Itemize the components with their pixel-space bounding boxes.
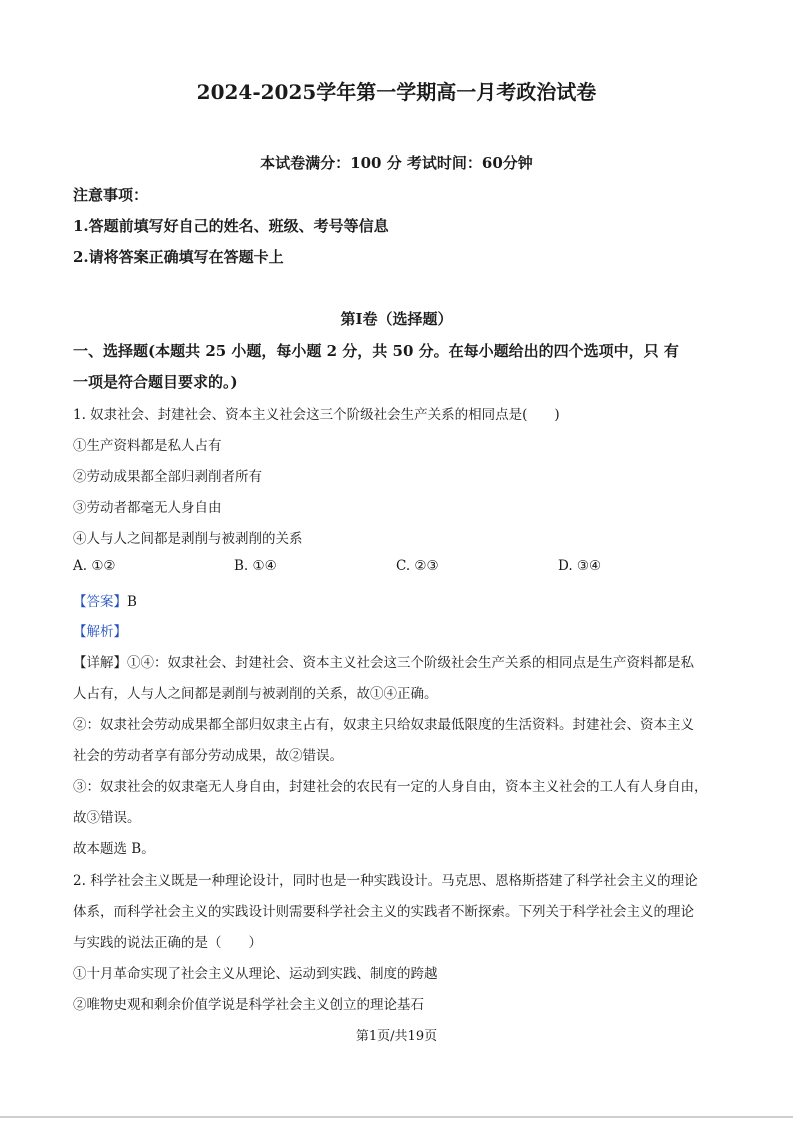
page-number: 第1页/共19页 — [355, 1029, 438, 1044]
q2-stem-line: 2. 科学社会主义既是一种理论设计，同时也是一种实践设计。马克思、恩格斯搭建了科学社会主义的理论 — [73, 873, 698, 889]
volume-title: 第Ⅰ卷（选择题） — [340, 310, 453, 328]
q1-statement: ②劳动成果都全部归剥削者所有 — [73, 469, 262, 485]
q1-detail-line: 社会的劳动者享有部分劳动成果，故②错误。 — [73, 748, 343, 764]
q2-statement: ①十月革命实现了社会主义从理论、运动到实践、制度的跨越 — [73, 966, 438, 982]
section-instruction: 一、选择题(本题共 25 小题，每小题 2 分，共 50 分。在每小题给出的四个选项中，只 有 — [73, 342, 679, 360]
analysis-tag: 【解析】 — [73, 624, 127, 640]
exam-title: 2024-2025学年第一学期高一月考政治试卷 — [196, 80, 597, 104]
q2-stem-line: 体系，而科学社会主义的实践设计则需要科学社会主义的实践者不断探索。下列关于科学社会主义的理论 — [73, 904, 694, 920]
q2-statement: ②唯物史观和剩余价值学说是科学社会主义创立的理论基石 — [73, 997, 424, 1013]
notice-item: 1.答题前填写好自己的姓名、班级、考号等信息 — [73, 217, 389, 235]
q2-stem-line: 与实践的说法正确的是（ ） — [73, 935, 262, 951]
answer-value: B — [127, 594, 137, 610]
q1-option-c: C. ②③ — [396, 558, 439, 574]
q1-statement: ①生产资料都是私人占有 — [73, 438, 222, 454]
q1-statement: ④人与人之间都是剥削与被剥削的关系 — [73, 531, 303, 547]
q1-stem: 1. 奴隶社会、封建社会、资本主义社会这三个阶级社会生产关系的相同点是( ) — [73, 407, 560, 423]
notice-heading: 注意事项： — [73, 186, 149, 204]
q1-detail-line: ③：奴隶社会的奴隶毫无人身自由，封建社会的农民有一定的人身自由，资本主义社会的工人有人身自由， — [73, 779, 708, 795]
page-bottom-divider — [0, 1116, 793, 1118]
q1-option-d: D. ③④ — [558, 558, 602, 574]
section-instruction-cont: 一项是符合题目要求的。) — [73, 373, 238, 391]
q1-detail-line: 【详解】①④：奴隶社会、封建社会、资本主义社会这三个阶级社会生产关系的相同点是生产资料都是私 — [73, 655, 694, 671]
q1-option-b: B. ①④ — [234, 558, 277, 574]
q1-detail-line: 故③错误。 — [73, 810, 141, 826]
q1-detail-line: 人占有，人与人之间都是剥削与被剥削的关系，故①④正确。 — [73, 686, 438, 702]
q1-option-a: A. ①② — [73, 558, 116, 574]
answer-tag: 【答案】 — [73, 594, 127, 610]
q1-detail-line: ②：奴隶社会劳动成果都全部归奴隶主占有，奴隶主只给奴隶最低限度的生活资料。封建社会、资本主义 — [73, 717, 694, 733]
exam-subtitle: 本试卷满分：100 分 考试时间：60分钟 — [260, 154, 533, 172]
q1-statement: ③劳动者都毫无人身自由 — [73, 500, 222, 516]
q1-detail-line: 故本题选 B。 — [73, 841, 155, 857]
q1-answer-line — [73, 590, 137, 610]
notice-item: 2.请将答案正确填写在答题卡上 — [73, 248, 284, 266]
